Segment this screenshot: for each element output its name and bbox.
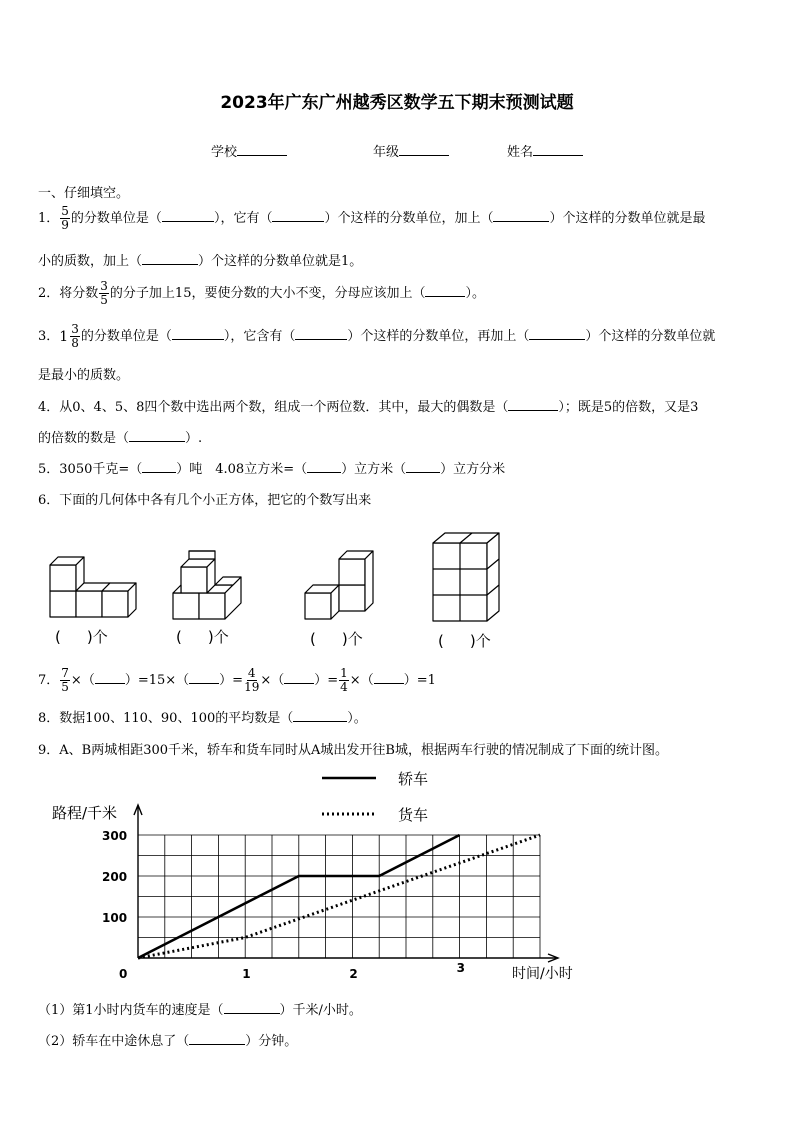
chart-axes (134, 805, 558, 962)
cube-figure-1 (50, 557, 136, 617)
legend-label: 轿车 (398, 770, 429, 788)
question-2: 2．将分数 $\frac{3}{5}$ 的分子加上15，要使分数的大小不变，分母应该加上（ ）。 (38, 279, 485, 307)
chart-grid (138, 835, 540, 958)
cube-count-2: ( )个 (176, 628, 229, 646)
question-3-line-1: 3． 1 $\frac{3}{8}$ 的分数单位是（ ），它含有（ ）个这样的分数单位，再加上（ ）个这样的分数单位就 (38, 322, 716, 350)
question-9-sub-2: （2）轿车在中途休息了（ ）分钟。 (38, 1034, 298, 1049)
question-1-line-1: 1． $\frac{5}{9}$ 的分数单位是（ ），它有（ ）个这样的分数单位，加上（ ）个这样的分数单位就是最 (38, 204, 706, 232)
question-8: 8．数据100、110、90、100的平均数是（ ）。 (38, 711, 367, 726)
question-5: 5．3050千克=（ ）吨 4.08立方米=（ ）立方米（ ）立方分米 (38, 462, 506, 477)
x-tick-label: 0 (119, 967, 128, 981)
x-tick-label: 1 (242, 967, 251, 981)
cube-figure-2 (173, 551, 241, 619)
y-tick-label: 200 (102, 870, 128, 884)
y-tick-label: 300 (102, 829, 128, 843)
cube-figure-4 (433, 533, 499, 621)
cube-count-1: ( )个 (55, 628, 108, 646)
question-3-line-2: 是最小的质数。 (38, 368, 130, 383)
fraction: $\frac{3}{5}$ (100, 279, 108, 307)
school-field: 学校 (211, 141, 287, 160)
question-1-line-2: 小的质数，加上（ ）个这样的分数单位就是1。 (38, 254, 363, 269)
name-field: 姓名 (507, 141, 583, 160)
legend-label: 货车 (398, 806, 429, 824)
mixed-number: 1 $\frac{3}{8}$ (59, 322, 79, 350)
cube-count-4: ( )个 (438, 632, 491, 650)
question-9: 9．A、B两城相距300千米，轿车和货车同时从A城出发开往B城，根据两车行驶的情况制成了下面的统计图。 (38, 743, 668, 758)
x-axis-label: 时间/小时 (512, 966, 573, 982)
distance-time-chart (0, 760, 794, 990)
cube-figure-3 (305, 551, 373, 619)
x-tick-label: 2 (349, 967, 358, 981)
cube-count-3: ( )个 (310, 630, 363, 648)
chart-labels (52, 804, 573, 982)
question-9-sub-1: （1）第1小时内货车的速度是（ ）千米/小时。 (38, 1003, 362, 1018)
question-7: 7． $\frac{7}{5}$ ×（ ）=15×（ ）= $\frac{4}{19}$ ×（ ）= $\frac{1}{4}$ ×（ ）=1 (38, 666, 436, 694)
question-4-line-1: 4．从0、4、5、8四个数中选出两个数，组成一个两位数．其中，最大的偶数是（ ）；既是5的倍数，又是3 (38, 400, 699, 415)
fraction: $\frac{5}{9}$ (61, 204, 69, 232)
chart-legend (322, 770, 428, 824)
page-title: 2023年广东广州越秀区数学五下期末预测试题 (220, 93, 574, 113)
y-tick-label: 100 (102, 911, 128, 925)
question-6: 6．下面的几何体中各有几个小正方体，把它的个数写出来 (38, 493, 372, 508)
x-tick-label: 3 (456, 961, 465, 975)
y-axis-label: 路程/千米 (52, 804, 118, 822)
grade-field: 年级 (373, 141, 449, 160)
section-heading: 一、仔细填空。 (38, 186, 130, 201)
question-4-line-2: 的倍数的数是（ ）. (38, 431, 203, 446)
cube-figures (0, 520, 794, 650)
